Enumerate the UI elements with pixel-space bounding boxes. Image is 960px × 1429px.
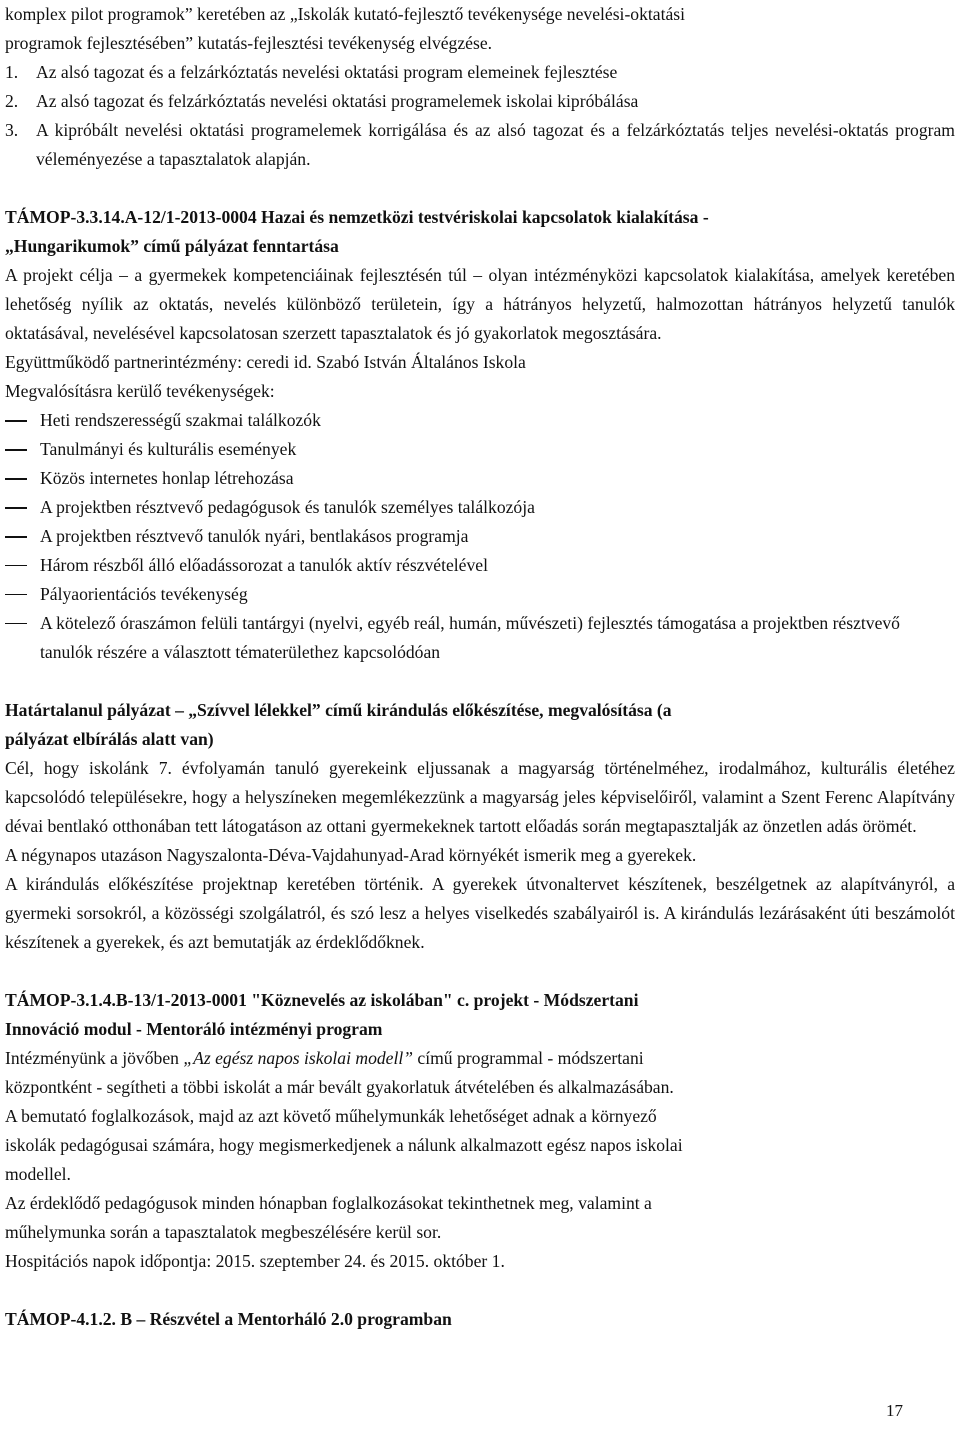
trip-paragraph: A négynapos utazáson Nagyszalonta-Déva-Vajdahunyad-Arad környékét ismerik meg a gyerekek. bbox=[5, 845, 697, 865]
teachers-paragraph-line-1: Az érdeklődő pedagógusok minden hónapban foglalkozásokat tekinthetnek meg, valamint a bbox=[5, 1193, 652, 1213]
section-heading-hungarikumok: „Hungarikumok” című pályázat fenntartása bbox=[5, 236, 339, 256]
activity-item: Tanulmányi és kulturális események bbox=[5, 435, 955, 464]
project-goal-paragraph: A projekt célja – a gyermekek kompetenciáinak fejlesztésén túl – olyan intézményközi kapcsolatok kialakítása, amelyek keretében lehetőség nyílik az oktatás, nevelés különböző területein, így a hátrányos helyzetű, halmozottan hátrányos helyzetű tanulók oktatásával, nevelésével kapcsolatosan szerzett tapasztalatok és jó gyakorlatok megosztására. bbox=[5, 265, 955, 343]
preparation-paragraph: A kirándulás előkészítése projektnap keretében történik. A gyerekek útvonaltervet készítenek, beszélgetnek az alapítványról, a gyermeki sorsokról, a közösségi szolgálatról, és szó lesz a helyes viselkedés szabályairól is. A kirándulás lezárásaként úti beszámolót készítenek a gyerekek, és azt bemutatják az érdeklődőknek. bbox=[5, 874, 955, 952]
institution-paragraph: Intézményünk a jövőben „Az egész napos iskolai modell” című programmal - módszertani bbox=[5, 1048, 644, 1068]
activities-label: Megvalósításra kerülő tevékenységek: bbox=[5, 381, 275, 401]
activity-item: Három részből álló előadássorozat a tanulók aktív részvételével bbox=[5, 551, 955, 580]
page-number: 17 bbox=[886, 1401, 903, 1420]
demo-paragraph-line-2: iskolák pedagógusai számára, hogy megismerkedjenek a nálunk alkalmazott egész napos iskolai bbox=[5, 1135, 683, 1155]
activity-item: Heti rendszerességű szakmai találkozók bbox=[5, 406, 955, 435]
item-number: 3. bbox=[5, 120, 19, 140]
section-heading-tamop-4-1-2: TÁMOP-4.1.2. B – Részvétel a Mentorháló 2.0 programban bbox=[5, 1309, 452, 1329]
hospitation-dates: Hospitációs napok időpontja: 2015. szeptember 24. és 2015. október 1. bbox=[5, 1251, 505, 1271]
numbered-item-2 bbox=[5, 87, 955, 116]
activity-item: A projektben résztvevő tanulók nyári, bentlakásos programja bbox=[5, 522, 955, 551]
dash-bullet-icon bbox=[5, 580, 40, 609]
item-text: A kipróbált nevelési oktatási programelemek korrigálása és az alsó tagozat és a felzárkóztatás teljes nevelési-oktatás program véleményezése a tapasztalatok alapján. bbox=[36, 120, 955, 169]
intro-line-2: programok fejlesztésében” kutatás-fejlesztési tevékenység elvégzése. bbox=[5, 33, 493, 53]
dash-bullet-icon bbox=[5, 609, 40, 667]
activity-item: Pályaorientációs tevékenység bbox=[5, 580, 955, 609]
dash-bullet-icon bbox=[5, 435, 40, 464]
institution-paragraph-cont: központként - segítheti a többi iskolát a már bevált gyakorlatuk átvételében és alkalmazásában. bbox=[5, 1077, 674, 1097]
numbered-item-1 bbox=[5, 58, 955, 87]
numbered-item-3 bbox=[5, 116, 955, 174]
item-number: 2. bbox=[5, 91, 19, 111]
section-heading-hatartalanul: Határtalanul pályázat – „Szívvel lélekkel” című kirándulás előkészítése, megvalósítása (a bbox=[5, 700, 672, 720]
section-heading-tamop-3-3-14: TÁMOP-3.3.14.A-12/1-2013-0004 Hazai és nemzetközi testvériskolai kapcsolatok kialakítása - bbox=[5, 207, 709, 227]
goal-paragraph: Cél, hogy iskolánk 7. évfolyamán tanuló gyerekeink eljussanak a magyarság történelméhez, irodalmához, kulturális életéhez kapcsolódó településekre, hogy a helyszíneken megemlékezzünk a magyarság jeles képviselőiről, valamint a Szent Ferenc Alapítvány dévai bentlakó otthonában tett látogatáson az ottani gyermekeknek tartott előadás során megtapasztalják az önzetlen adás örömét. bbox=[5, 758, 955, 836]
dash-bullet-icon bbox=[5, 406, 40, 435]
section-heading-innovacio: Innováció modul - Mentoráló intézményi program bbox=[5, 1019, 383, 1039]
item-text: Az alsó tagozat és a felzárkóztatás nevelési oktatási program elemeinek fejlesztése bbox=[36, 62, 618, 82]
section-heading-hatartalanul-cont: pályázat elbírálás alatt van) bbox=[5, 729, 214, 749]
dash-bullet-icon bbox=[5, 551, 40, 580]
partner-institution: Együttműködő partnerintézmény: ceredi id. Szabó István Általános Iskola bbox=[5, 352, 526, 372]
activity-item: A projektben résztvevő pedagógusok és tanulók személyes találkozója bbox=[5, 493, 955, 522]
item-text: Az alsó tagozat és felzárkóztatás nevelési oktatási programelemek iskolai kipróbálása bbox=[36, 91, 639, 111]
dash-bullet-icon bbox=[5, 464, 40, 493]
demo-paragraph-line-1: A bemutató foglalkozások, majd az azt követő műhelymunkák lehetőséget adnak a környező bbox=[5, 1106, 657, 1126]
program-title: „Az egész napos iskolai modell” bbox=[183, 1048, 414, 1068]
dash-bullet-icon bbox=[5, 493, 40, 522]
demo-paragraph-line-3: modellel. bbox=[5, 1164, 71, 1184]
section-heading-tamop-3-1-4: TÁMOP-3.1.4.B-13/1-2013-0001 "Köznevelés az iskolában" c. projekt - Módszertani bbox=[5, 990, 639, 1010]
activity-item: Közös internetes honlap létrehozása bbox=[5, 464, 955, 493]
activity-item: A kötelező óraszámon felüli tantárgyi (nyelvi, egyéb reál, humán, művészeti) fejlesztés támogatása a projektben résztvevő tanulók részére a választott tématerülethez kapcsolódóan bbox=[5, 609, 955, 667]
intro-line-1: komplex pilot programok” keretében az „Iskolák kutató-fejlesztő tevékenysége nevelési-oktatási bbox=[5, 4, 686, 24]
dash-bullet-icon bbox=[5, 522, 40, 551]
item-number: 1. bbox=[5, 62, 19, 82]
teachers-paragraph-line-2: műhelymunka során a tapasztalatok megbeszélésére kerül sor. bbox=[5, 1222, 442, 1242]
document-page bbox=[5, 0, 955, 1334]
